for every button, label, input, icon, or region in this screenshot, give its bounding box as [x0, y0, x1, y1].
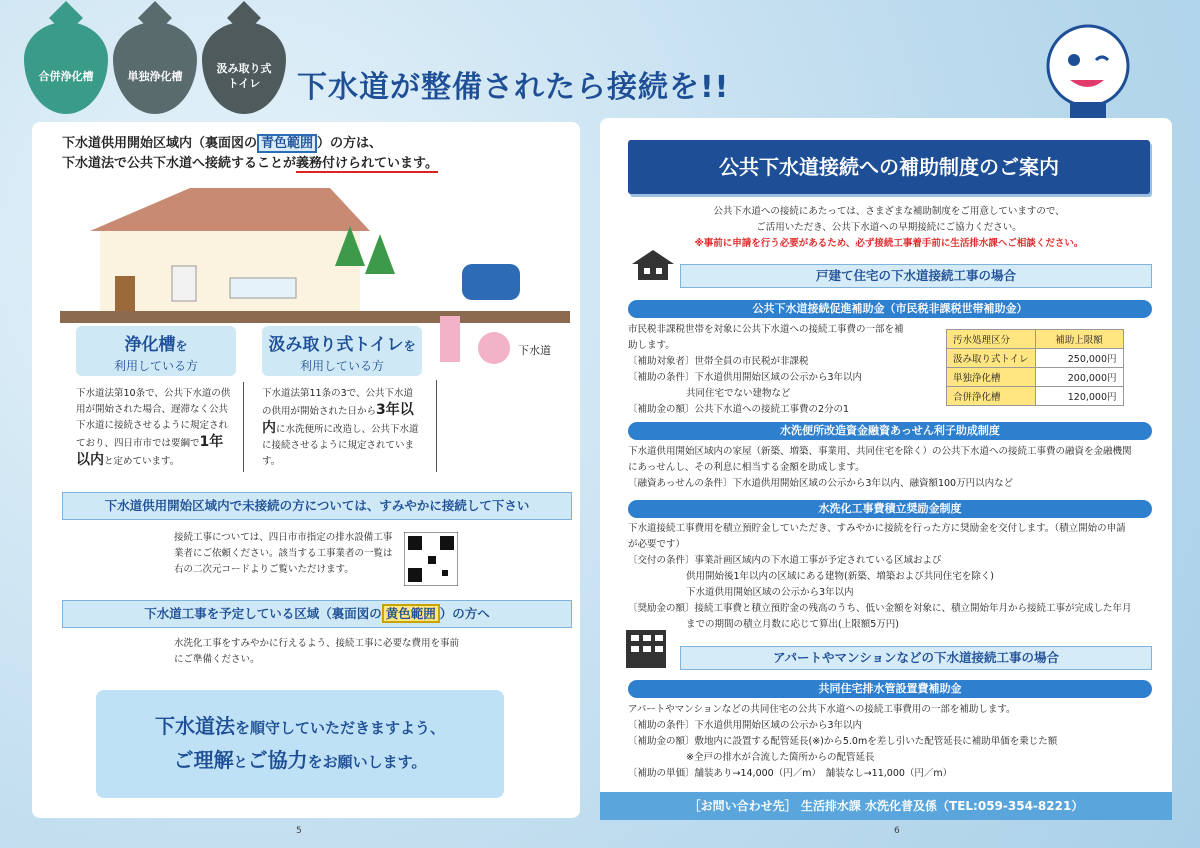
text-line: 〔補助金の額〕公共下水道への接続工事費の2分の1 [628, 404, 850, 415]
drop-label: 汲み取り式 [216, 62, 272, 75]
text-line: が必要です） [628, 539, 686, 550]
jokaso-text [76, 386, 236, 470]
text-line: までの期間の積立月数に応じて算出(上限額5万円) [686, 619, 899, 630]
final-text: を順守していただきますよう、 [234, 719, 445, 737]
table-cell: 単独浄化槽 [947, 368, 1036, 387]
subsidy-4-band: 共同住宅排水管設置費補助金 [628, 680, 1152, 698]
contractor-text: 接続工事については、四日市市指定の排水設備工事業者にご依頼ください。該当する工事業者の一覧は右の二次元コードよりご覧いただけます。 [174, 532, 393, 575]
final-text: ご理解 [173, 748, 234, 772]
intro-text: 下水道法で公共下水道へ接続することが [62, 156, 297, 171]
text-line: 〔補助の条件〕下水道供用開始区域の公示から3年以内 [628, 720, 863, 731]
box-title-suffix: を [175, 339, 188, 353]
table-header [947, 330, 1124, 349]
right-intro [628, 204, 1150, 252]
section-detached-house: 戸建て住宅の下水道接続工事の場合 [680, 264, 1152, 288]
left-intro [62, 134, 572, 174]
column-divider [436, 380, 437, 472]
blue-area-badge: 青色範囲 [257, 134, 317, 153]
warning-line: ※事前に申請を行う必要があるため、必ず接続工事着手前に生活排水課へご相談ください。 [694, 238, 1084, 249]
text-line: 共同住宅でない建物など [686, 388, 791, 399]
text-line: ※全戸の排水が合流した箇所からの配管延長 [686, 752, 875, 763]
table-header-cell: 汚水処理区分 [947, 330, 1036, 349]
table-cell: 120,000円 [1035, 387, 1123, 406]
house-icon [630, 248, 676, 282]
page-number-left: 5 [296, 826, 302, 836]
table-header-cell: 補助上限額 [1035, 330, 1123, 349]
planned-area-band [62, 600, 572, 628]
subsidy-1-band: 公共下水道接続促進補助金（市民税非課税世帯補助金） [628, 300, 1152, 318]
band-text: ）の方へ [439, 606, 490, 621]
sewer-pipe [438, 314, 518, 374]
final-text: 下水道法 [154, 714, 235, 738]
section-apartment: アパートやマンションなどの下水道接続工事の場合 [680, 646, 1152, 670]
table-cell: 200,000円 [1035, 368, 1123, 387]
intro-text: ）の方は、 [317, 136, 383, 151]
text-line: アパートやマンションなどの共同住宅の公共下水道への接続工事費用の一部を補助します。 [628, 704, 1016, 715]
text-line: 〔補助対象者〕世帯全員の市民税が非課税 [628, 356, 809, 367]
kumitori-text [262, 386, 422, 470]
drop-label: トイレ [227, 77, 261, 90]
qr-code-icon[interactable] [404, 532, 458, 586]
drop-label: 単独浄化槽 [127, 70, 183, 83]
yellow-area-badge: 黄色範囲 [382, 604, 440, 623]
preparation-text: 水洗化工事をすみやかに行えるよう、接続工事に必要な費用を事前にご準備ください。 [174, 638, 460, 665]
text-line: 下水道供用開始区域の公示から3年以内 [686, 587, 854, 598]
sewer-label: 下水道 [518, 344, 551, 357]
text-line: 〔交付の条件〕事業計画区域内の下水道工事が予定されている区域および [628, 555, 942, 566]
paragraph-text: に水洗便所に改造し、公共下水道に接続させるように規定されています。 [262, 424, 419, 467]
page-number-right: 6 [894, 826, 900, 836]
table-row [947, 368, 1124, 387]
text-line: 供用開始後1年以内の区域にある建物(新築、増築および共同住宅を除く) [686, 571, 994, 582]
intro-line: ご活用いただき、公共下水道への早期接続にご協力ください。 [756, 222, 1022, 233]
deadline-1yr: 1年以内 [76, 434, 224, 468]
final-text: ご協力 [247, 748, 308, 772]
paragraph-text: 下水道法第11条の3で、公共下水道の供用が開始された日から [262, 388, 413, 417]
text-line: 〔補助金の額〕敷地内に設置する配管延長(※)から5.0mを差し引いた配管延長に補助単価を乗じた額 [628, 736, 1058, 747]
subsidy-1-text [628, 322, 938, 418]
final-text: をお願いします。 [307, 753, 427, 771]
subsidy-3-text [628, 521, 1158, 633]
table-cell: 汲み取り式トイレ [947, 349, 1036, 368]
subsidy-table [946, 329, 1124, 406]
box-title: 浄化槽 [124, 335, 176, 355]
box-subtitle: 利用している方 [299, 359, 384, 373]
right-title: 公共下水道接続への補助制度のご案内 [628, 140, 1150, 194]
deadline-3yr: 3年以内 [262, 402, 414, 436]
paragraph-text: と定めています。 [104, 456, 180, 467]
apartment-icon [624, 628, 676, 670]
band-text: 下水道工事を予定している区域（裏面図の [144, 606, 382, 621]
kumitori-box [262, 326, 422, 376]
jokaso-box [76, 326, 236, 376]
final-text: と [233, 755, 248, 771]
text-line: 〔補助の条件〕下水道供用開始区域の公示から3年以内 [628, 372, 863, 383]
text-line: 市民税非課税世帯を対象に公共下水道への接続工事費の一部を補 [628, 324, 904, 335]
house-illustration [60, 186, 570, 326]
box-title: 汲み取り式トイレ [268, 335, 404, 355]
subsidy-2-text [628, 444, 1158, 492]
final-line2 [96, 744, 504, 779]
text-line: 下水道供用開始区域内の家屋（新築、増築、事業用、共同住宅を除く）の公共下水道への接続工事費の融資を金融機関 [628, 446, 1132, 457]
text-line: 下水道接続工事費用を積立預貯金していただき、すみやかに接続を行った方に奨励金を交付します。（積立開始の申請 [628, 523, 1126, 534]
intro-text: 下水道供用開始区域内（裏面図の [62, 136, 258, 151]
drop-label: 合併浄化槽 [38, 70, 94, 83]
text-line: 〔奨励金の額〕接続工事費と積立預貯金の残高のうち、低い金額を対象に、積立開始年月から接続工事が完成した年月 [628, 603, 1132, 614]
table-row [947, 349, 1124, 368]
final-message-box [96, 690, 504, 798]
column-divider [243, 382, 244, 472]
intro-line: 公共下水道への接続にあたっては、さまざまな補助制度をご用意していますので、 [713, 206, 1065, 217]
subsidy-3-band: 水洗化工事費積立奨励金制度 [628, 500, 1152, 518]
box-title-suffix: を [403, 339, 416, 353]
final-line1 [96, 710, 504, 744]
table-cell: 合併浄化槽 [947, 387, 1036, 406]
text-line: 助します。 [628, 340, 675, 351]
contact-footer: ［お問い合わせ先］ 生活排水課 水洗化普及係（TEL:059-354-8221） [600, 792, 1172, 820]
page-title: 下水道が整備されたら接続を!! [297, 70, 730, 105]
text-line: 〔補助の単価〕舗装あり→14,000（円／m） 舗装なし→11,000（円／m） [628, 768, 953, 779]
unconnected-band: 下水道供用開始区域内で未接続の方については、すみやかに接続して下さい [62, 492, 572, 520]
table-row [947, 387, 1124, 406]
text-line: 〔融資あっせんの条件〕下水道供用開始区域の公示から3年以内、融資額100万円以内など [628, 478, 1014, 489]
mascot-illustration [1040, 14, 1140, 124]
table-cell: 250,000円 [1035, 349, 1123, 368]
text-line: にあっせんし、その利息に相当する金額を助成します。 [628, 462, 865, 473]
subsidy-4-text [628, 702, 1158, 782]
box-subtitle: 利用している方 [113, 359, 198, 373]
obligation-text: 義務付けられています。 [296, 156, 438, 171]
subsidy-2-band: 水洗便所改造資金融資あっせん利子助成制度 [628, 422, 1152, 440]
paragraph-text: 下水道法第10条で、公共下水道の供用が開始された場合、遅滞なく公共下水道に接続させるように規定されており、四日市市では要綱で [76, 388, 231, 449]
